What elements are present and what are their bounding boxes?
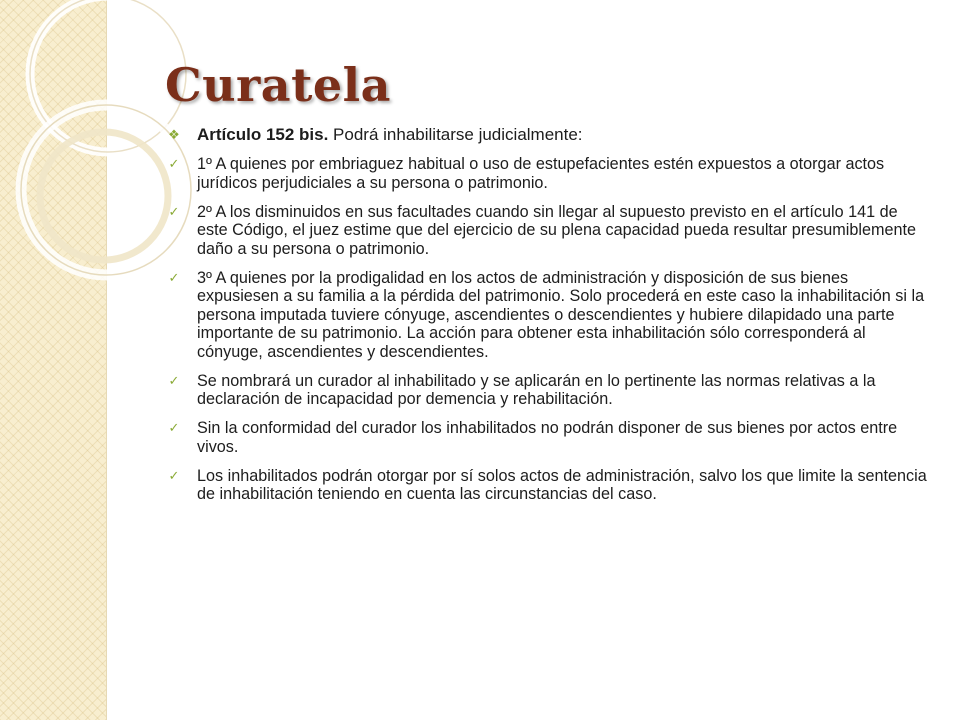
checkmark-icon: ✓ (168, 467, 180, 483)
list-item-text: Sin la conformidad del curador los inhabilitados no podrán disponer de sus bienes por actos entre vivos. (197, 419, 898, 456)
list-item (166, 155, 928, 192)
bullet-list (166, 125, 928, 514)
list-item (166, 269, 928, 362)
list-item (166, 203, 928, 259)
article-reference: Artículo 152 bis. (197, 125, 329, 144)
list-item-text: 2º A los disminuidos en sus facultades cuando sin llegar al supuesto previsto en el artículo 141 de este Código, el juez estime que del ejercicio de su plena capacidad pueda resultar presumiblemente daño a su persona o patrimonio. (197, 202, 916, 258)
lead-bullet-item (166, 125, 928, 145)
checkmark-icon: ✓ (168, 420, 180, 435)
list-item (166, 419, 928, 456)
list-item-text: 1º A quienes por embriaguez habitual o uso de estupefacientes estén expuestos a otorgar actos jurídicos perjudiciales a su persona o patrimonio. (197, 155, 885, 192)
checkmark-icon: ✓ (168, 203, 180, 219)
slide-title: Curatela (165, 58, 391, 112)
list-item (166, 467, 928, 504)
list-item-text: Se nombrará un curador al inhabilitado y se aplicarán en lo pertinente las normas relativas a la declaración de incapacidad por demencia y rehabilitación. (197, 371, 876, 408)
diamond-flower-icon: ❖ (168, 127, 180, 142)
list-item-text: 3º A quienes por la prodigalidad en los actos de administración y disposición de sus bienes expusiesen a su familia a la pérdida del patrimonio. Solo procederá en este caso la inhabilitación si la persona imputada tuviere cónyuge, ascendientes o descendientes y hubiere dilapidado una parte importante de su patrimonio. La acción para obtener esta inhabilitación sólo corresponderá al cónyuge, ascendientes y descendientes. (197, 268, 925, 361)
checkmark-icon: ✓ (168, 372, 180, 388)
decorative-side-panel (0, 0, 107, 720)
list-item-text: Los inhabilitados podrán otorgar por sí solos actos de administración, salvo los que limite la sentencia de inhabilitación teniendo en cuenta las circunstancias del caso. (197, 466, 927, 503)
list-item (166, 372, 928, 409)
checkmark-icon: ✓ (168, 269, 180, 285)
lead-text: Podrá inhabilitarse judicialmente: (328, 125, 583, 144)
checkmark-icon: ✓ (168, 156, 180, 171)
